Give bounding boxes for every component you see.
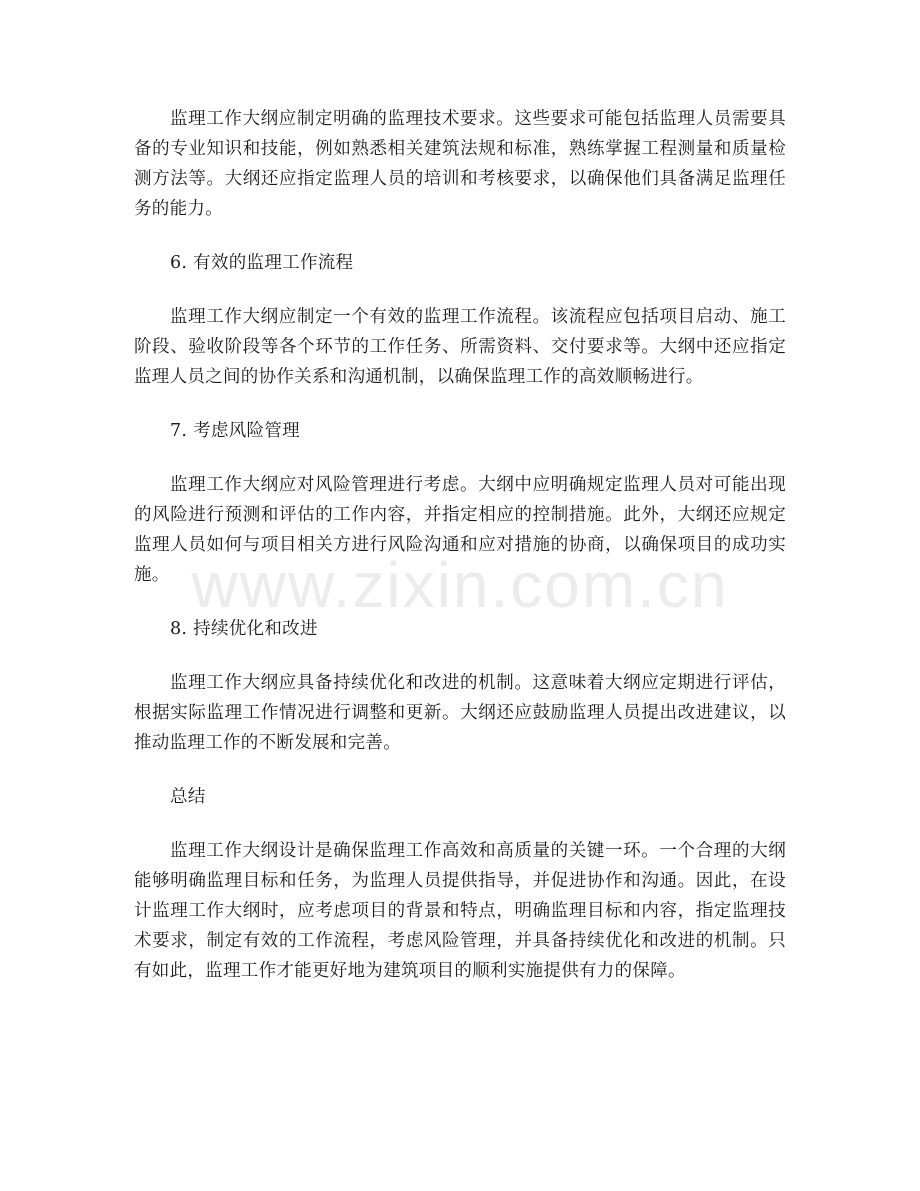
document-body <box>134 104 786 986</box>
paragraph-continuous-improvement: 监理工作大纲应具备持续优化和改进的机制。这意味着大纲应定期进行评估，根据实际监理工作情况进行调整和更新。大纲还应鼓励监理人员提出改进建议，以推动监理工作的不断发展和完善。 <box>134 673 786 753</box>
heading-continuous-improvement: 8. 持续优化和改进 <box>170 619 318 639</box>
paragraph-summary: 监理工作大纲设计是确保监理工作高效和高质量的关键一环。一个合理的大纲能够明确监理目标和任务，为监理人员提供指导，并促进协作和沟通。因此，在设计监理工作大纲时，应考虑项目的背景和特点，明确监理目标和内容，指定监理技术要求，制定有效的工作流程，考虑风险管理，并具备持续优化和改进的机制。只有如此，监理工作才能更好地为建筑项目的顺利实施提供有力的保障。 <box>134 841 786 981</box>
paragraph-workflow: 监理工作大纲应制定一个有效的监理工作流程。该流程应包括项目启动、施工阶段、验收阶段等各个环节的工作任务、所需资料、交付要求等。大纲中还应指定监理人员之间的协作关系和沟通机制，以确保监理工作的高效顺畅进行。 <box>134 307 786 387</box>
heading-workflow: 6. 有效的监理工作流程 <box>170 253 354 273</box>
watermark-text: www.zixin.com.cn <box>191 549 729 621</box>
paragraph-technical-requirements: 监理工作大纲应制定明确的监理技术要求。这些要求可能包括监理人员需要具备的专业知识和技能，例如熟悉相关建筑法规和标准，熟练掌握工程测量和质量检测方法等。大纲还应指定监理人员的培训和考核要求，以确保他们具备满足监理任务的能力。 <box>134 109 786 219</box>
heading-summary: 总结 <box>170 787 206 807</box>
paragraph-risk-management: 监理工作大纲应对风险管理进行考虑。大纲中应明确规定监理人员对可能出现的风险进行预测和评估的工作内容，并指定相应的控制措施。此外，大纲还应规定监理人员如何与项目相关方进行风险沟通和应对措施的协商，以确保项目的成功实施。 <box>134 475 786 585</box>
heading-risk-management: 7. 考虑风险管理 <box>170 421 300 441</box>
